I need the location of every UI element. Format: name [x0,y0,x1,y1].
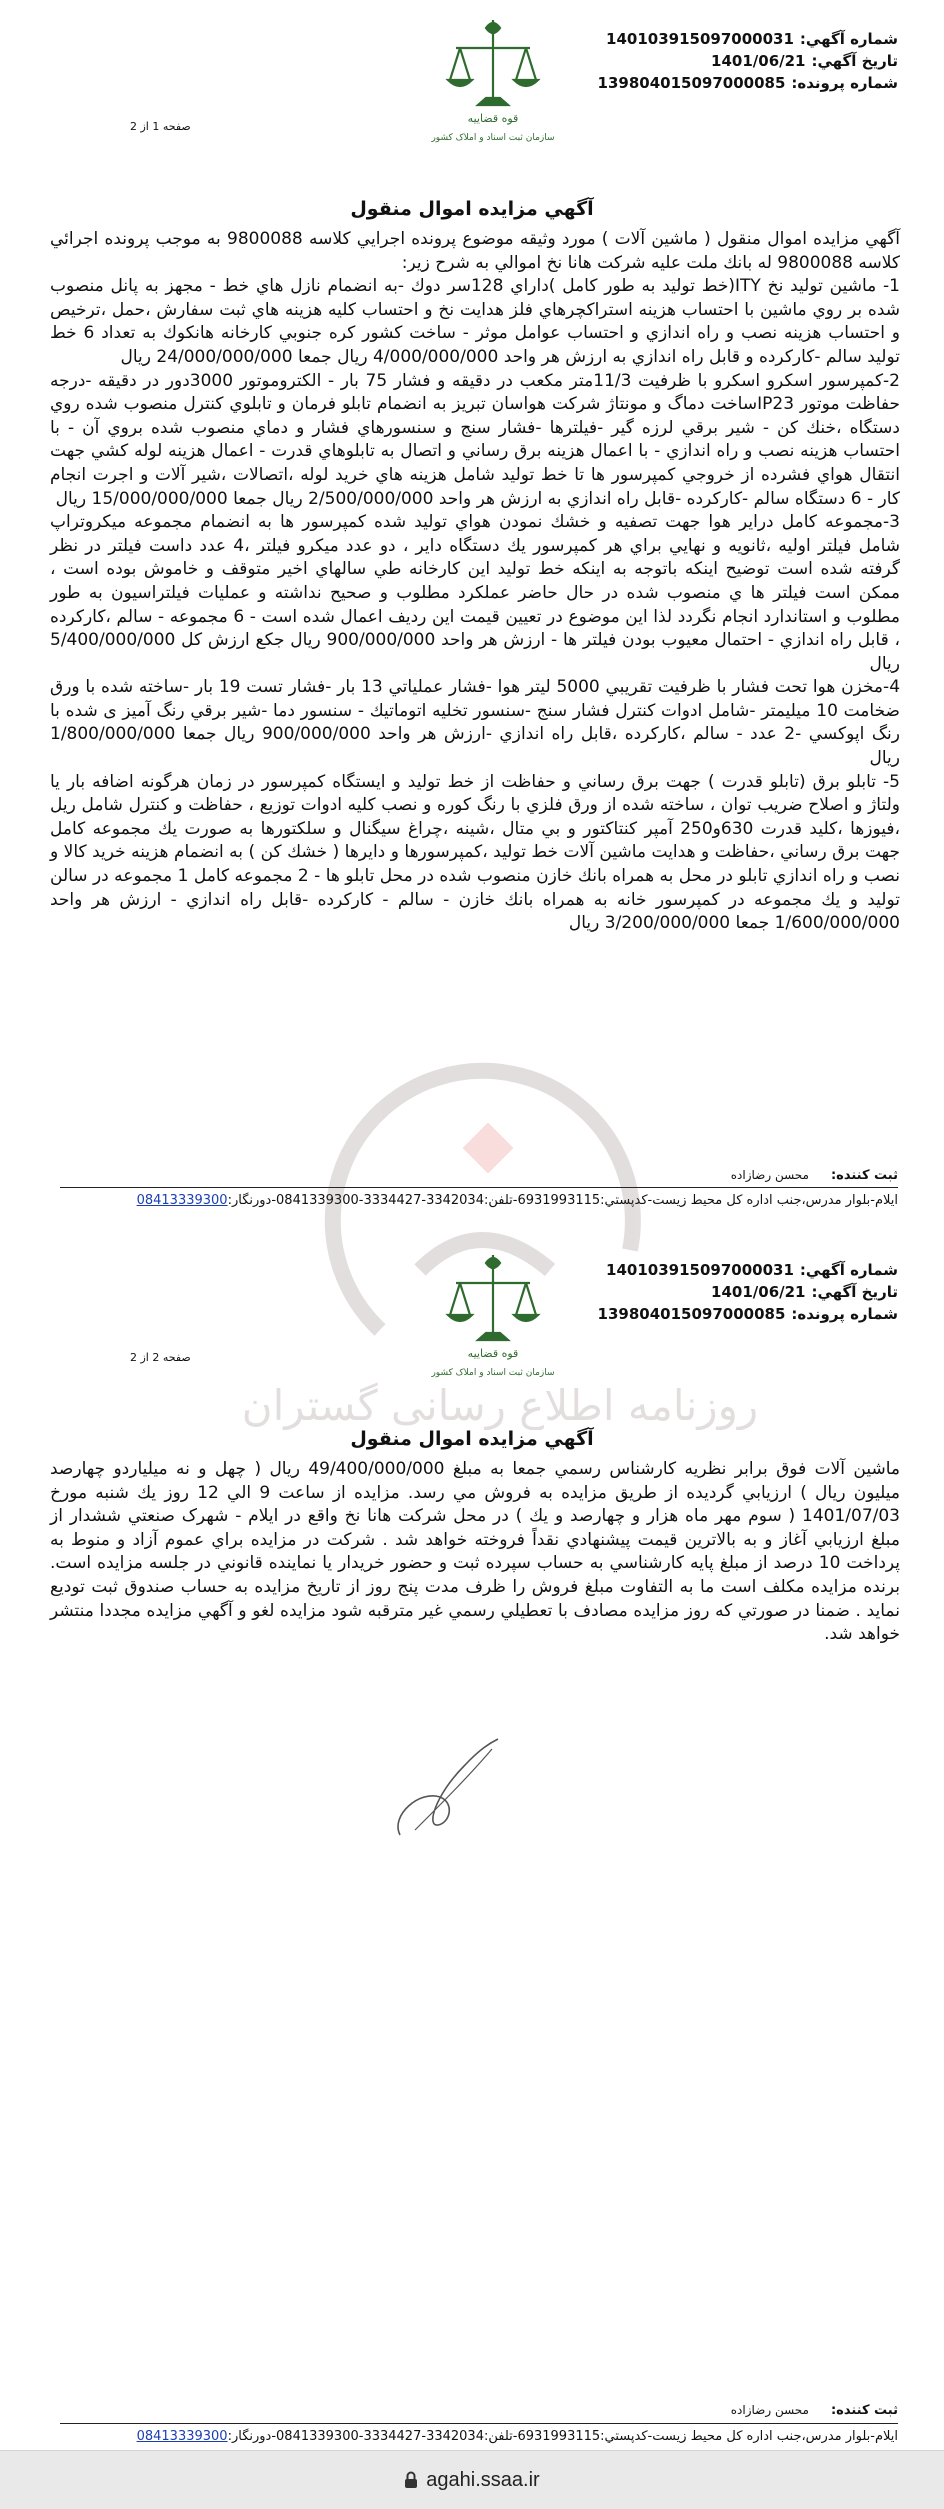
page-title: آگهي مزايده اموال منقول [350,198,594,220]
auction-conditions [50,1458,900,1647]
fax-link[interactable]: 08413339300 [136,2429,228,2444]
browser-url[interactable]: agahi.ssaa.ir [426,2468,540,2491]
registrar-name: محسن رضازاده [730,2403,809,2417]
ad-number-label: شماره آگهي: [799,30,898,48]
registrar-label: ثبت كننده: [830,1168,898,1183]
handwritten-signature [380,1735,510,1845]
watermark-text: روزنامه اطلاع رسانی گستران [241,1381,759,1430]
registrar-label: ثبت كننده: [830,2403,898,2418]
browser-address-bar[interactable] [0,2450,944,2509]
ad-meta [592,28,898,94]
page-2 [0,1245,944,2445]
address-text: ايلام-بلوار مدرس،جنب اداره كل محيط زيست-كدپستي:6931993115-تلفن:3342034-3334427-0841339300-دورنگار: [227,2429,898,2444]
item-2: 2-كمپرسور اسكرو اسكرو با ظرفيت 11/3متر مكعب در دقيقه و فشار 75 بار - الكتروموتور 3000دور در دقيقه -درجه حفاظت موتور IP23ساخت دماگ و مونتاژ شركت هواسان تبريز به انضمام تابلو فرمان و تابلوي كنترل منصوب شده روي دستگاه ،خنك كن - شير برقي لرزه گير -فيلترها -فشار سنج و سنسورهاي فشار و دماي منصوب شده بروي آن - با احتساب هزينه نصب و راه اندازي - با اعمال هزينه برق رساني و اتصال به تابلوهاي قدرت - اعمال هزينه لوله كشي جهت انتقال هواي فشرده از خروجي كمپرسور ها تا خط توليد شامل هزينه هاي خريد لوله ،اتصالات ،شير آلات و اجرت انجام كار - 6 دستگاه سالم -كاركرده -قابل راه اندازي به ارزش هر واحد 2/500/000/000 ريال جمعا 15/000/000/000 ريال [50,370,900,509]
case-number: 139804015097000085 [597,74,786,92]
item-4: 4-مخزن هوا تحت فشار با ظرفيت تقريبي 5000 ليتر هوا -فشار عملياتي 13 بار -فشار تست 19 بار -ساخته شده با ورق ضخامت 10 ميليمتر -شامل ادوات كنترل فشار سنج -سنسور تخليه اتوماتيك - سنسور دما -شير برقي رنگ آميز ی شده با رنگ اپوكسي -2 عدد - سالم ،كاركرده ،قابل راه اندازي -ارزش هر واحد 900/000/000 ريال جمعا 1/800/000/000 ريال [50,677,901,769]
ad-date: 1401/06/21 [711,1283,806,1301]
judiciary-emblem-icon [428,10,558,150]
registrar [731,1168,898,1183]
page-number: صفحه 1 از 2 [130,120,191,133]
svg-text:سازمان ثبت اسناد و املاک کشور: سازمان ثبت اسناد و املاک کشور [431,1368,555,1378]
footer-divider-2 [60,2423,898,2424]
conditions-paragraph: ماشين آلات فوق برابر نظريه كارشناس رسمي جمعا به مبلغ 49/400/000/000 ريال ( چهل و نه ميلياردو چهارصد ميليون ريال ) ارزيابي گرديده از طريق مزايده به فروش مي رسد. مزايده از ساعت 9 الي 12 روز يك شنبه مورخ 1401/07/03 ( سوم مهر ماه هزار و چهارصد و يك ) در محل شركت هانا نخ واقع در ايلام - شهرک صنعتي ششدار از مبلغ ارزيابي آغاز و به بالاترين قيمت پيشنهادي نقداً فروخته خواهد شد . شركت در مزايده براي عموم آزاد و منوط به پرداخت 10 درصد از مبلغ پايه كارشناسي به حساب سپرده ثبت و حضور خريدار يا نماينده قانوني در جلسه مزايده است. برنده مزايده مكلف است ما به التفاوت مبلغ فروش را ظرف مدت پنج روز از تاريخ مزايده به حساب صندوق ثبت توديع نمايد . ضمنا در صورتي كه روز مزايده مصادف با تعطيلي رسمي غير مترقبه شود مزايده لغو و آگهي مزايده مجددا منتشر خواهد شد. [50,1459,900,1645]
ad-date: 1401/06/21 [711,52,806,70]
page-number-2: صفحه 2 از 2 [130,1351,191,1364]
svg-text:قوه قضاییه: قوه قضاییه [467,112,519,125]
svg-text:قوه قضاییه: قوه قضاییه [467,1347,519,1360]
case-number-label: شماره پرونده: [791,74,898,92]
registrar-name: محسن رضازاده [730,1168,809,1182]
footer-address-2 [66,2429,898,2444]
fax-link[interactable]: 08413339300 [136,1193,228,1208]
ad-meta-2 [592,1259,898,1325]
intro-paragraph: آگهي مزايده اموال منقول ( ماشين آلات ) مورد وثيقه موضوع پرونده اجرايي كلاسه 9800088 به موجب پرونده اجرائي كلاسه 9800088 له بانك ملت عليه شركت هانا نخ اموالي به شرح زير: [50,229,901,273]
ad-number-label: شماره آگهي: [799,1261,898,1279]
case-number-label: شماره پرونده: [791,1305,898,1323]
address-text: ايلام-بلوار مدرس،جنب اداره كل محيط زيست-كدپستي:6931993115-تلفن:3342034-3334427-0841339300-دورنگار: [227,1193,898,1208]
item-5: 5- تابلو برق (تابلو قدرت ) جهت برق رساني و حفاظت از خط توليد و ايستگاه كمپرسور در زمان هرگونه اضافه بار يا ولتاژ و اصلاح ضريب توان ، ساخته شده از ورق فلزي با رنگ كوره و نصب كليه ادوات توزيع ، حفاظت و كنترل شامل ريل ،فيوزها ،كليد قدرت 630و250 آمپر كنتاكتور و بي متال ،شينه ،چراغ سيگنال و سلكتورها به صورت يك مجموعه كامل جهت برق رساني ،حفاظت و هدايت ماشين آلات خط توليد ،كمپرسورها و دايرها ( خشك كن ) به انضمام هزينه خريد كالا و نصب و راه اندازي تابلو در محل به همراه بانك خازن منصوب شده در محل تابلو ها - 2 مجموعه كامل 1 مجموعه در سالن توليد و يك مجموعه در كمپرسور خانه به همراه بانك خازن - سالم - كاركرده -قابل راه اندازي - ارزش هر واحد 1/600/000/000 جمعا 3/200/000/000 ريال [50,771,901,934]
page-title-2: آگهي مزايده اموال منقول [350,1428,594,1450]
ad-number: 140103915097000031 [606,30,794,48]
case-number: 139804015097000085 [597,1305,786,1323]
ad-number: 140103915097000031 [606,1261,794,1279]
judiciary-emblem-icon [428,1245,558,1385]
page-1 [0,0,944,1240]
item-1: 1- ماشين توليد نخ ITY(خط توليد به طور كامل )داراي 128سر دوك -به انضمام نازل هاي خط - مجهز به پانل منصوب شده بر روي ماشين با احتساب هزينه استراكچرهاي فلز هدايت نخ و احتساب كليه هزينه هاي ثبت سفارش ،حمل ،ترخيص و احتساب هزينه نصب و راه اندازي و احتساب عوامل موثر - ساخت كشور كره جنوبي كارخانه هانكوك به تعداد 6 خط توليد سالم -كاركرده و قابل راه اندازي به ارزش هر واحد 4/000/000/000 ريال جمعا 24/000/000/000 ريال [50,276,900,367]
ad-date-label: تاريخ آگهي: [811,1283,898,1301]
svg-text:سازمان ثبت اسناد و املاک کشور: سازمان ثبت اسناد و املاک کشور [431,133,555,143]
ad-date-label: تاريخ آگهي: [811,52,898,70]
item-3: 3-مجموعه كامل دراير هوا جهت تصفيه و خشك نمودن هواي توليد شده كمپرسور ها به انضمام مجموعه ميكروتراپ شامل فيلتر اوليه ،ثانويه و نهايي براي هر كمپرسور يك دستگاه داير ، دو عدد ميكرو فيلتر ،4 عدد داست فيلتر در نظر گرفته شده است توضيح اينكه باتوجه به اينكه خط توليد اين كارخانه طي سالهاي اخير متوقف و خاموش بوده است ، ممكن است فيلتر ها ي منصوب شده در حال حاضر عملكرد مطلوب و صحيح نداشته و عمليات فيلتراسيون به طور مطلوب و استاندارد انجام نگردد لذا اين موضوع در تعيين قيمت اين رديف اعمال شده است - 6 مجموعه - سالم ،كاركرده ، قابل راه اندازي - احتمال معيوب بودن فيلتر ها - ارزش هر واحد 900/000/000 ريال جكع ارزش كل 5/400/000/000 ريال [50,512,900,674]
lock-icon [404,2471,418,2489]
auction-items [50,228,900,936]
registrar-2 [731,2403,898,2418]
